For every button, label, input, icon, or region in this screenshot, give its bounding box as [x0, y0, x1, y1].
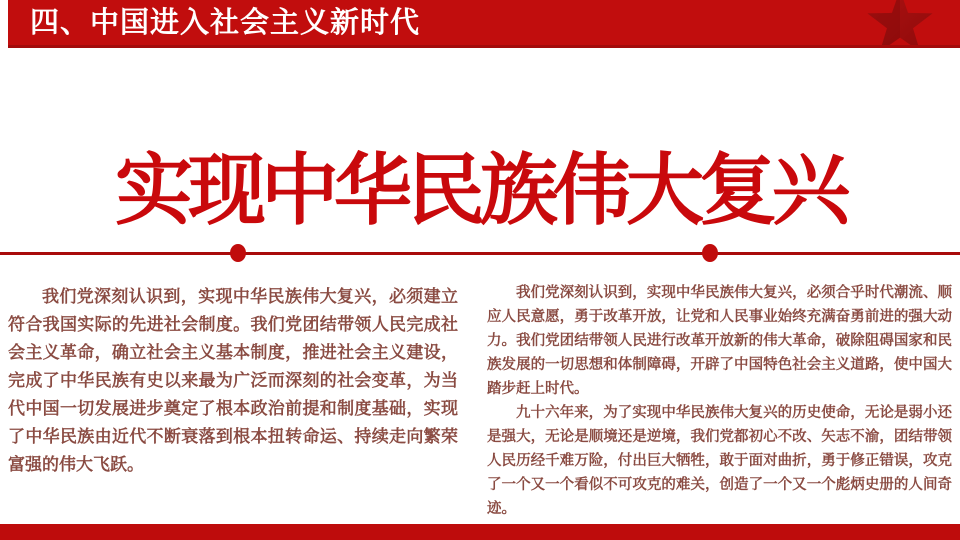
left-text-column	[8, 283, 458, 479]
section-title: 四、中国进入社会主义新时代	[30, 7, 421, 39]
right-text-column	[487, 281, 952, 521]
divider-dot-left	[230, 244, 246, 262]
right-paragraph-2: 九十六年来，为了实现中华民族伟大复兴的历史使命，无论是弱小还是强大，无论是顺境还是逆境，我们党都初心不改、矢志不渝，团结带领人民历经千难万险，付出巨大牺牲，敢于面对曲折，勇于修正错误，攻克了一个又一个看似不可攻克的难关，创造了一个又一个彪炳史册的人间奇迹。	[487, 405, 952, 517]
divider-line	[0, 252, 960, 255]
footer-bar	[0, 524, 960, 540]
left-paragraph: 我们党深刻认识到，实现中华民族伟大复兴，必须建立符合我国实际的先进社会制度。我们党团结带领人民完成社会主义革命，确立社会主义基本制度，推进社会主义建设，完成了中华民族有史以来最为广泛而深刻的社会变革，为当代中国一切发展进步奠定了根本政治前提和制度基础，实现了中华民族由近代不断衰落到根本扭转命运、持续走向繁荣富强的伟大飞跃。	[8, 287, 458, 474]
star-icon	[862, 0, 938, 48]
slide-headline: 实现中华民族伟大复兴	[114, 146, 845, 234]
right-paragraph-1: 我们党深刻认识到，实现中华民族伟大复兴，必须合乎时代潮流、顺应人民意愿，勇于改革开放，让党和人民事业始终充满奋勇前进的强大动力。我们党团结带领人民进行改革开放新的伟大革命，破除阻碍国家和民族发展的一切思想和体制障碍，开辟了中国特色社会主义道路，使中国大踏步赶上时代。	[487, 285, 952, 397]
divider-dot-right	[702, 244, 718, 262]
header-banner	[8, 0, 960, 48]
